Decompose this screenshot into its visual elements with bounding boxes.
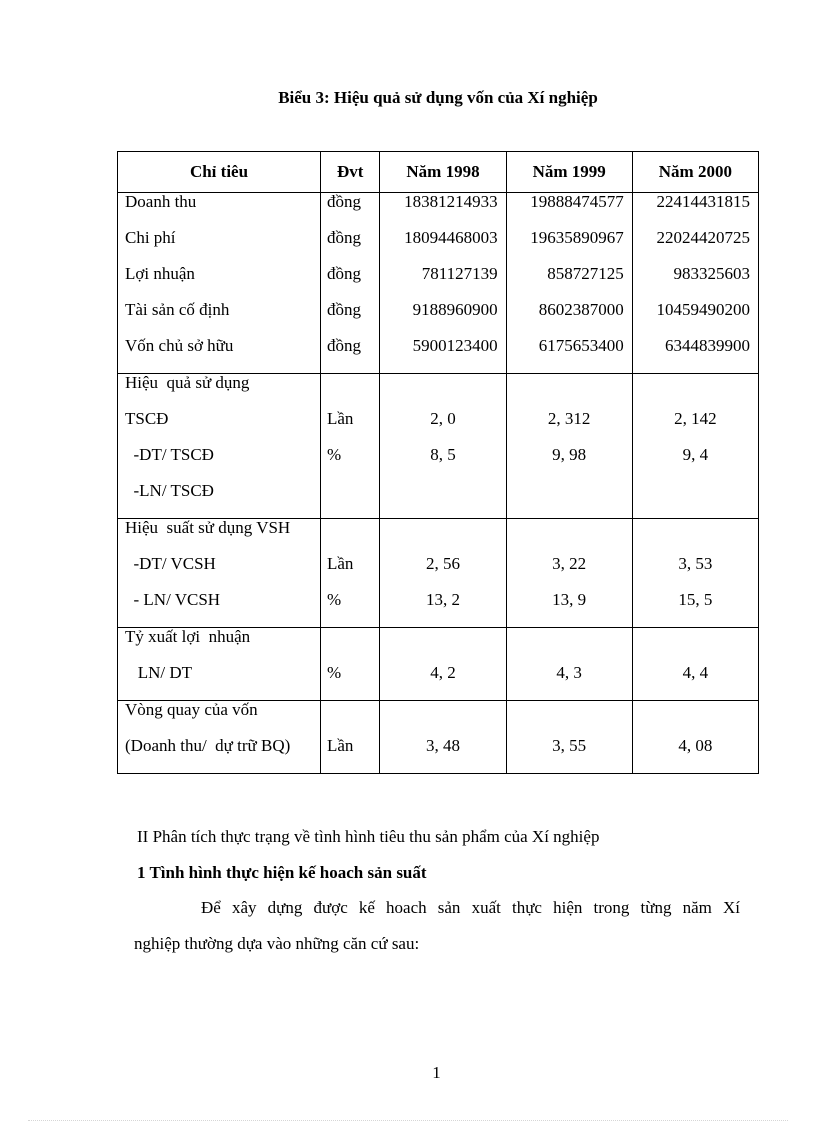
value-cell-2000 [632,628,758,701]
value-cell-1998 [380,374,506,519]
table-row-group [118,374,759,519]
cell-line: 13, 2 [425,590,460,609]
value-cell-1998 [380,193,506,374]
value-cell-2000 [632,701,758,774]
cell-line: % [327,663,342,682]
cell-line: - LN/ VCSH [125,590,221,609]
cell-line: đồng [327,228,361,247]
cell-line [633,374,758,410]
cell-line: Lần [327,736,354,755]
cell-line: 2, 312 [547,409,591,428]
cell-line: 15, 5 [678,590,713,609]
table-header-row [118,152,759,193]
cell-line: 10459490200 [656,300,750,319]
value-cell-2000 [632,519,758,628]
subsection-heading: 1 Tình hình thực hiện kế hoach sản suất [137,863,427,882]
cell-line: 22414431815 [656,192,750,211]
cell-line: 858727125 [547,264,624,283]
paragraph-line-2: nghiệp thường dựa vào những căn cứ sau: [134,934,420,953]
cell-line: 19888474577 [530,192,624,211]
cell-line: LN/ DT [125,663,193,682]
indicator-cell [118,374,321,519]
body-paragraph [134,890,740,962]
cell-line: 9188960900 [412,300,498,319]
cell-line: 4, 4 [682,663,709,682]
value-cell-1999 [506,628,632,701]
cell-line: 9, 98 [552,445,587,464]
cell-line [321,701,379,737]
cell-line: 983325603 [673,264,750,283]
cell-line: 9, 4 [682,445,709,464]
cell-line: Doanh thu [125,192,197,211]
cell-line: 4, 2 [430,663,456,682]
table-row-group [118,193,759,374]
value-cell-1998 [380,519,506,628]
cell-line: Hiệu quả sử dụng [125,373,250,392]
cell-line [633,482,758,518]
cell-line: Lần [327,554,354,573]
cell-line: đồng [327,192,361,211]
cell-line [507,519,632,555]
cell-line [633,701,758,737]
cell-line: Lợi nhuận [125,264,195,283]
cell-line: 8, 5 [430,445,456,464]
value-cell-1998 [380,628,506,701]
cell-line: 3, 55 [552,736,587,755]
indicator-cell [118,701,321,774]
cell-line: 3, 22 [552,554,587,573]
unit-cell [321,628,380,701]
unit-cell [321,374,380,519]
indicator-cell [118,628,321,701]
cell-line: % [327,445,342,464]
indicator-cell [118,193,321,374]
cell-line: 8602387000 [538,300,624,319]
section-heading: II Phân tích thực trạng về tình hình tiêu thu sản phẩm của Xí nghiệp [137,827,600,846]
cell-line: 18381214933 [404,192,498,211]
cell-line [380,519,505,555]
cell-line: Hiệu suất sử dụng VSH [125,518,291,537]
page-number: 1 [432,1063,441,1082]
cell-line: 18094468003 [404,228,498,247]
cell-line: 2, 0 [430,409,456,428]
cell-line [507,701,632,737]
cell-line: 22024420725 [656,228,750,247]
cell-line: 781127139 [421,264,498,283]
unit-cell [321,701,380,774]
cell-line: 2, 56 [425,554,460,573]
cell-line [321,482,379,518]
cell-line: (Doanh thu/ dự trữ BQ) [125,736,291,755]
cell-line [507,482,632,518]
value-cell-2000 [632,193,758,374]
cell-line: Tài sản cố định [125,300,230,319]
cell-line: Vòng quay của vốn [125,700,258,719]
table-row-group [118,701,759,774]
cell-line: đồng [327,264,361,283]
header-indicator: Chỉ tiêu [118,152,321,193]
value-cell-1998 [380,701,506,774]
cell-line [380,701,505,737]
cell-line: Lần [327,409,354,428]
table-row-group [118,519,759,628]
header-year-1998: Năm 1998 [380,152,506,193]
cell-line: Tỷ xuất lợi nhuận [125,627,251,646]
cell-line [507,628,632,664]
cell-line: 4, 3 [556,663,582,682]
table-row-group [118,628,759,701]
cell-line: đồng [327,336,361,355]
cell-line: 6344839900 [665,336,750,355]
unit-cell [321,193,380,374]
cell-line: TSCĐ [125,409,169,428]
header-year-1999: Năm 1999 [506,152,632,193]
cell-line: 4, 08 [678,736,713,755]
header-unit: Đvt [321,152,380,193]
cell-line [321,628,379,664]
cell-line [380,482,505,518]
value-cell-1999 [506,374,632,519]
cell-line: -LN/ TSCĐ [125,481,214,500]
value-cell-1999 [506,519,632,628]
cell-line: 19635890967 [530,228,624,247]
cell-line: 3, 48 [425,736,460,755]
page-bottom-edge [28,1120,788,1121]
cell-line: Vốn chủ sở hữu [125,336,234,355]
value-cell-2000 [632,374,758,519]
capital-efficiency-table [117,151,759,774]
cell-line: 2, 142 [674,409,717,428]
cell-line: -DT/ TSCĐ [125,445,214,464]
cell-line: 3, 53 [678,554,713,573]
indicator-cell [118,519,321,628]
cell-line [380,628,505,664]
cell-line: 5900123400 [412,336,498,355]
cell-line: -DT/ VCSH [125,554,216,573]
cell-line [321,519,379,555]
unit-cell [321,519,380,628]
table-caption: Biểu 3: Hiệu quả sử dụng vốn của Xí nghiệp [278,88,598,107]
header-year-2000: Năm 2000 [632,152,758,193]
cell-line [633,519,758,555]
cell-line: % [327,590,342,609]
cell-line: 6175653400 [538,336,624,355]
cell-line [633,628,758,664]
cell-line [380,374,505,410]
value-cell-1999 [506,701,632,774]
cell-line [507,374,632,410]
cell-line [321,374,379,410]
cell-line: đồng [327,300,361,319]
value-cell-1999 [506,193,632,374]
cell-line: 13, 9 [552,590,587,609]
cell-line: Chi phí [125,228,176,247]
paragraph-line-1: Để xây dựng được kế hoach sản xuất thực hiện trong từng năm Xí [201,898,740,917]
